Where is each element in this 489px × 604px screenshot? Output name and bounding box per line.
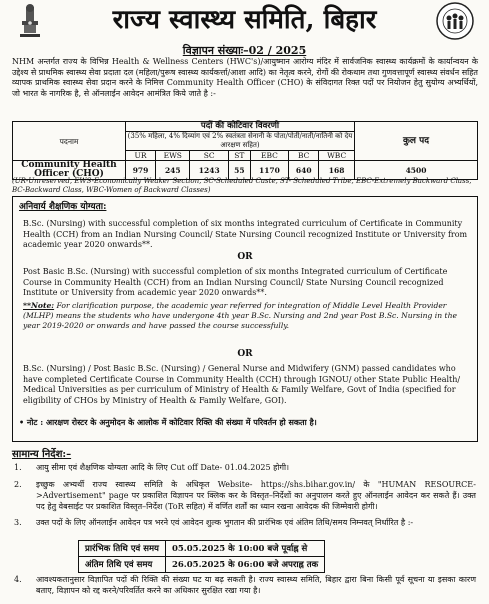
cat-bc: BC — [289, 151, 319, 161]
item-number: 3. — [14, 518, 22, 527]
val-st: 55 — [229, 161, 251, 180]
instruction-item-2 — [14, 479, 476, 512]
or-separator-1: OR — [237, 252, 253, 262]
intro-paragraph: NHM अन्तर्गत राज्य के विभिन्न Health & Wellness Centers (HWC's)/आयुष्मान आरोग्य मंदिर में सार्वजनिक स्वास्थ्य कार्यक्रमों के कार्यान्वयन के उद्देश्य से प्राथमिक स्वास्थ्य सेवा प्रदाता दल (महिला/पुरूष स्वास्थ्य कार्यकर्त्ता/आशा आदि) का नेतृत्व करने, रोगों की रोकथाम तथा गुणवत्तापूर्ण स्वास्थ्य संवर्धन सहित व्यापक प्राथमिक स्वास्थ्य सेवा प्रदान करने के निमित्त Community Health Officer (CHO) के संविदागत रिक्त पदों पर नियोजन हेतु सुयोग्य अभ्यर्थियों, जो भारत के नागरिक है, से ऑनलाईन आवेदन आमंत्रित किये जाते है :- — [12, 57, 478, 98]
item-text: उक्त पदों के लिए ऑनलाईन आवेदन पत्र भरने एवं आवेदन शुल्क भुगतान की प्रारंभिक एवं अंतिम तिथि/समय निम्नवत् निर्धारित है :- — [36, 518, 414, 527]
header — [0, 0, 489, 42]
category-legend: (UR-Unreserved, EWS-Economically Weaker Section, SC-Scheduled Caste, ST- Scheduled Tribe, EBC-Extremely Backward Class, BC-Backward Class, WBC-Women of Backward Classes) — [12, 177, 472, 194]
dates-table — [78, 540, 325, 573]
eligibility-heading: अनिवार्य शैक्षणिक योग्यता: — [19, 202, 107, 212]
reservation-note: • नोट : आरक्षण रोस्टर के अनुमोदन के आलोक में कोटिवार रिक्ति की संख्या में परिवर्तन हो सकता है। — [19, 417, 317, 427]
item-text: आयु सीमा एवं शैक्षणिक योग्यता आदि के लिए Cut off Date- 01.04.2025 होगी। — [36, 463, 290, 472]
eligibility-box — [12, 196, 478, 442]
val-ur: 979 — [126, 161, 156, 180]
eligibility-option-3: B.Sc. (Nursing) / Post Basic B.Sc. (Nursing) / General Nurse and Midwifery (GNM) passed candidates who have completed Certificate Course in Community Health (CCH) through IGNOU/ other State Public Health/ Medical Universities as per curriculum of Ministry of Health & Family Welfare, Govt of India (specified for eligibility of CHOs by Ministry of Health & Family Welfare, GOI). — [23, 364, 461, 405]
note-label: **Note: — [23, 301, 55, 310]
page-title: राज्य स्वास्थ्य समिति, बिहार — [112, 5, 377, 35]
val-ews: 245 — [156, 161, 190, 180]
post-name: Community Health Officer (CHO) — [13, 161, 126, 180]
start-date-value: 05.05.2025 के 10:00 बजे पूर्वाह्न से — [165, 541, 324, 557]
cat-ebc: EBC — [250, 151, 289, 161]
instruction-item-1 — [14, 462, 476, 473]
val-wbc: 168 — [319, 161, 355, 180]
category-header: पदों की कोटिवार विवरणी — [126, 122, 355, 132]
col-total-header: कुल पद — [355, 122, 478, 161]
cat-ur: UR — [126, 151, 156, 161]
eligibility-note — [23, 301, 471, 331]
cat-ews: EWS — [156, 151, 190, 161]
end-date-label: अंतिम तिथि एवं समय — [79, 557, 166, 573]
cat-sc: SC — [190, 151, 229, 161]
item-number: 4. — [14, 575, 22, 584]
general-instructions-heading: सामान्य निर्देश:– — [12, 449, 72, 460]
item-text: इच्छुक अभ्यर्थी राज्य स्वास्थ्य समिति के अधिकृत Website- https://shs.bihar.gov.in/ के "HUMAN RESOURCE->Advertisement" page पर प्रकाशित विज्ञापन पर क्लिक कर के विस्तृत–निर्देशों का अनुपालन करते हुए ऑनलाईन आवेदन कर सकते हैं। उक्त पद हेतु वेबसाईट पर प्रकाशित विस्तृत–निर्देश (ToR सहित) में वर्णित शर्तों का ध्यान रखना आवेदक की जिम्मेवारी होगी। — [36, 480, 476, 511]
col-post-header: पदनाम — [13, 122, 126, 161]
item-text: आवश्यकतानुसार विज्ञापित पदों की रिक्ति की संख्या घट या बढ़ सकती है। राज्य स्वास्थ्य समिति, बिहार द्वारा बिना किसी पूर्व सूचना या इसका कारण बताए, विज्ञापन को रद्द करने/परिवर्तित करने का अधिकार सुरक्षित रखा गया है। — [36, 575, 476, 595]
cat-st: ST — [229, 151, 251, 161]
start-date-label: प्रारंभिक तिथि एवं समय — [79, 541, 166, 557]
vacancy-table — [12, 121, 478, 180]
val-total: 4500 — [355, 161, 478, 180]
item-number: 2. — [14, 480, 22, 489]
or-separator-2: OR — [237, 349, 253, 359]
val-sc: 1243 — [190, 161, 229, 180]
note-text: For clarification purpose, the academic year referred for integration of Middle Level Health Provider (MLHP) means the students who have undergone 4th year B.Sc. Nursing and 2nd year Post B.Sc. Nursing in the year 2019-2020 or onwards and have passed the course successfully. — [23, 301, 457, 330]
advertisement-number: विज्ञापन संख्याः–02 / 2025 — [182, 44, 307, 57]
category-note: (35% महिला, 4% दिव्यांग एवं 2% स्वतंत्रता सेनानी के पोता/पोती/नाती/नातिनी को देय आरक्षण सहित) — [126, 132, 355, 151]
shs-logo-icon — [435, 1, 475, 41]
item-number: 1. — [14, 463, 22, 472]
table-row — [79, 541, 325, 557]
val-ebc: 1170 — [250, 161, 289, 180]
instruction-item-3 — [14, 517, 476, 528]
val-bc: 640 — [289, 161, 319, 180]
eligibility-option-1: B.Sc. (Nursing) with successful completion of six months integrated curriculum of Certificate in Community Health (CCH) from an Indian Nursing Council/ State Nursing Council recognized Institute or University from academic year 2020 onwards**. — [23, 219, 468, 249]
table-row — [79, 557, 325, 573]
eligibility-option-2: Post Basic B.Sc. (Nursing) with successful completion of six months Integrated curriculum of Certificate Course in Community Health (CCH) from an Indian Nursing Council/ State Nursing Council recognized Institute or University from academic year 2020 onwards**. — [23, 267, 448, 297]
instruction-item-4 — [14, 574, 476, 596]
end-date-value: 26.05.2025 के 06:00 बजे अपराह्न तक — [165, 557, 324, 573]
cat-wbc: WBC — [319, 151, 355, 161]
